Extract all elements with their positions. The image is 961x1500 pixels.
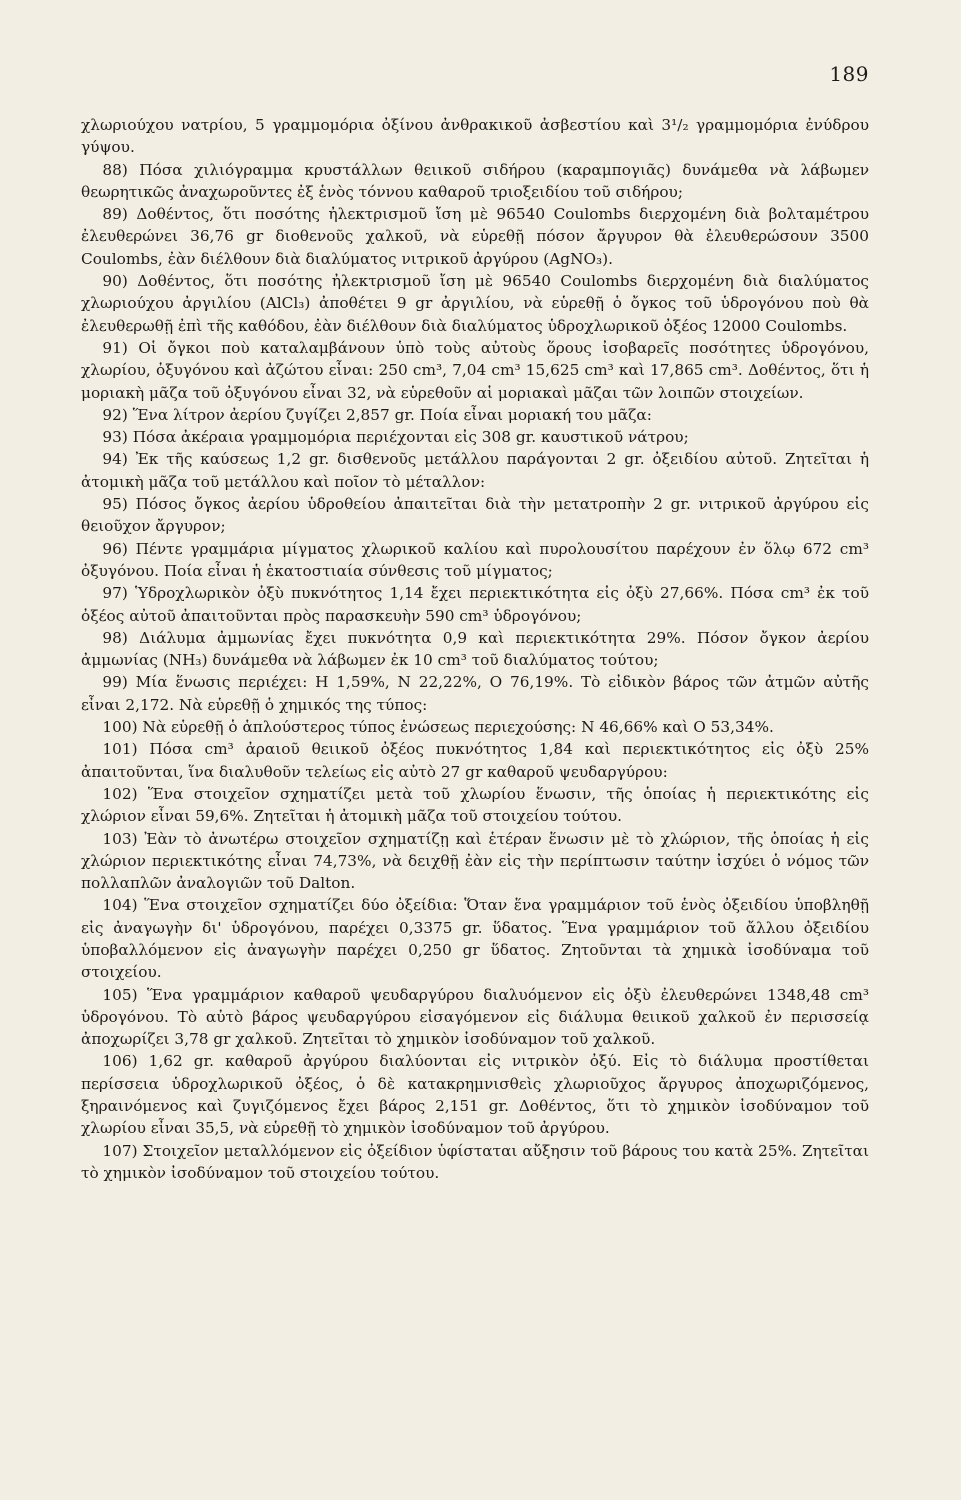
problem-88: 88) Πόσα χιλιόγραμμα κρυστάλλων θειικοῦ σιδήρου (καραμπογιᾶς) δυνάμεθα νὰ λάβωμεν θεωρητικῶς ἀναχωροῦντες ἐξ ἑνὸς τόννου καθαροῦ τριοξειδίου τοῦ σιδήρου; — [81, 160, 869, 201]
problem-92: 92) Ἕνα λίτρον ἀερίου ζυγίζει 2,857 gr. Ποία εἶναι μοριακή του μᾶζα: — [102, 405, 652, 424]
problem-103: 103) Ἐὰν τὸ ἀνωτέρω στοιχεῖον σχηματίζῃ καὶ ἑτέραν ἕνωσιν μὲ τὸ χλώριον, τῆς ὁποίας ἡ εἰς χλώριον περιεκτικότης εἶναι 74,73%, νὰ δειχθῇ ἐὰν εἰς τὴν περίπτωσιν ταύτην ἰσχύει ὁ νόμος τῶν πολλαπλῶν ἀναλογιῶν τοῦ Dalton. — [81, 829, 869, 893]
problem-95: 95) Πόσος ὄγκος ἀερίου ὑδροθείου ἀπαιτεῖται διὰ τὴν μετατροπὴν 2 gr. νιτρικοῦ ἀργύρου εἰς θειοῦχον ἄργυρον; — [81, 495, 869, 536]
problem-106: 106) 1,62 gr. καθαροῦ ἀργύρου διαλύονται εἰς νιτρικὸν ὀξύ. Εἰς τὸ διάλυμα προστίθεται περίσσεια ὑδροχλωρικοῦ ὀξέος, ὁ δὲ κατακρημνισθεὶς χλωριοῦχος ἄργυρος ἀποχωριζόμενος, ξηραινόμενος καὶ ζυγιζόμενος ἔχει βάρος 2,151 gr. Δοθέντος, ὅτι τὸ χημικὸν ἰσοδύναμον τοῦ χλωρίου εἶναι 35,5, νὰ εὑρεθῇ τὸ χημικὸν ἰσοδύναμον τοῦ ἀργύρου. — [81, 1052, 869, 1138]
paragraph-continuation: χλωριούχου νατρίου, 5 γραμμομόρια ὀξίνου ἀνθρακικοῦ ἀσβεστίου καὶ 3¹/₂ γραμμομόρια ἐνύδρου γύψου. — [81, 116, 869, 157]
problem-93: 93) Πόσα ἀκέραια γραμμομόρια περιέχονται εἰς 308 gr. καυστικοῦ νάτρου; — [102, 428, 689, 447]
problem-102: 102) Ἕνα στοιχεῖον σχηματίζει μετὰ τοῦ χλωρίου ἕνωσιν, τῆς ὁποίας ἡ περιεκτικότης εἰς χλώριον εἶναι 59,6%. Ζητεῖται ἡ ἀτομικὴ μᾶζα τοῦ στοιχείου τούτου. — [81, 784, 869, 826]
problem-101: 101) Πόσα cm³ ἀραιοῦ θειικοῦ ὀξέος πυκνότητος 1,84 καὶ περιεκτικότητος εἰς ὀξὺ 25% ἀπαιτοῦνται, ἵνα διαλυθοῦν τελείως εἰς αὐτὸ 27 gr καθαροῦ ψευδαργύρου: — [81, 740, 869, 781]
problem-96: 96) Πέντε γραμμάρια μίγματος χλωρικοῦ καλίου καὶ πυρολουσίτου παρέχουν ἐν ὅλῳ 672 cm³ ὀξυγόνου. Ποία εἶναι ἡ ἑκατοστιαία σύνθεσις τοῦ μίγματος; — [81, 539, 869, 580]
problem-104: 104) Ἕνα στοιχεῖον σχηματίζει δύο ὀξείδια: Ὅταν ἕνα γραμμάριον τοῦ ἑνὸς ὀξειδίου ὑποβληθῇ εἰς ἀναγωγὴν δι' ὑδρογόνου, παρέχει 0,3375 gr. ὕδατος. Ἕνα γραμμάριον τοῦ ἄλλου ὀξειδίου ὑποβαλλόμενον εἰς ἀναγωγὴν παρέχει 0,250 gr ὕδατος. Ζητοῦνται τὰ χημικὰ ἰσοδύναμα τοῦ στοιχείου. — [81, 896, 869, 982]
problem-89: 89) Δοθέντος, ὅτι ποσότης ἠλεκτρισμοῦ ἴση μὲ 96540 Coulombs διερχομένη διὰ βολταμέτρου ἐλευθερώνει 36,76 gr διοθενοῦς χαλκοῦ, νὰ εὑρεθῇ πόσον ἄργυρον θὰ ἐλευθερώσουν 3500 Coulombs, ἐὰν διέλθουν διὰ διαλύματος νιτρικοῦ ἀργύρου (AgNO₃). — [81, 205, 869, 268]
body-text — [81, 114, 869, 1184]
problem-100: 100) Νὰ εὑρεθῇ ὁ ἁπλούστερος τύπος ἑνώσεως περιεχούσης: N 46,66% καὶ O 53,34%. — [102, 718, 774, 737]
problem-98: 98) Διάλυμα ἀμμωνίας ἔχει πυκνότητα 0,9 καὶ περιεκτικότητα 29%. Πόσον ὄγκον ἀερίου ἀμμωνίας (NH₃) δυνάμεθα νὰ λάβωμεν ἐκ 10 cm³ τοῦ διαλύματος τούτου; — [81, 628, 869, 670]
page-number: 189 — [829, 62, 869, 86]
problem-107: 107) Στοιχεῖον μεταλλόμενον εἰς ὀξείδιον ὑφίσταται αὔξησιν τοῦ βάρους του κατὰ 25%. Ζητεῖται τὸ χημικὸν ἰσοδύναμον τοῦ στοιχείου τούτου. — [81, 1141, 869, 1182]
problem-91: 91) Οἱ ὄγκοι ποὺ καταλαμβάνουν ὑπὸ τοὺς αὐτοὺς ὅρους ἰσοβαρεῖς ποσότητες ὑδρογόνου, χλωρίου, ὀξυγόνου καὶ ἀζώτου εἶναι: 250 cm³, 7,04 cm³ 15,625 cm³ καὶ 17,865 cm³. Δοθέντος, ὅτι ἡ μοριακὴ μᾶζα τοῦ ὀξυγόνου εἶναι 32, νὰ εὑρεθοῦν αἱ μοριακαὶ μᾶζαι τῶν λοιπῶν στοιχείων. — [81, 338, 869, 402]
problem-105: 105) Ἕνα γραμμάριον καθαροῦ ψευδαργύρου διαλυόμενον εἰς ὀξὺ ἐλευθερώνει 1348,48 cm³ ὑδρογόνου. Τὸ αὐτὸ βάρος ψευδαργύρου εἰσαγόμενον εἰς διάλυμα θειικοῦ χαλκοῦ ἐν περισσείᾳ ἀποχωρίζει 3,78 gr χαλκοῦ. Ζητεῖται τὸ χημικὸν ἰσοδύναμον τοῦ χαλκοῦ. — [81, 985, 869, 1049]
problem-97: 97) Ὑδροχλωρικὸν ὀξὺ πυκνότητος 1,14 ἔχει περιεκτικότητα εἰς ὀξὺ 27,66%. Πόσα cm³ ἐκ τοῦ ὀξέος αὐτοῦ ἀπαιτοῦνται πρὸς παρασκευὴν 590 cm³ ὑδρογόνου; — [81, 584, 869, 625]
problem-90: 90) Δοθέντος, ὅτι ποσότης ἠλεκτρισμοῦ ἴση μὲ 96540 Coulombs διερχομένη διὰ διαλύματος χλωριούχου ἀργιλίου (AlCl₃) ἀποθέτει 9 gr ἀργιλίου, νὰ εὑρεθῇ ὁ ὄγκος τοῦ ὑδρογόνου ποὺ θὰ ἐλευθερωθῇ ἐπὶ τῆς καθόδου, ἐὰν διέλθουν διὰ διαλύματος ὑδροχλωρικοῦ ὀξέος 12000 Coulombs. — [81, 272, 869, 335]
problem-99: 99) Μία ἕνωσις περιέχει: H 1,59%, N 22,22%, O 76,19%. Τὸ εἰδικὸν βάρος τῶν ἀτμῶν αὐτῆς εἶναι 2,172. Νὰ εὑρεθῇ ὁ χημικός της τύπος: — [81, 673, 869, 714]
problem-94: 94) Ἐκ τῆς καύσεως 1,2 gr. δισθενοῦς μετάλλου παράγονται 2 gr. ὀξειδίου αὐτοῦ. Ζητεῖται ἡ ἀτομικὴ μᾶζα τοῦ μετάλλου καὶ ποῖον τὸ μέταλλον: — [81, 450, 869, 491]
